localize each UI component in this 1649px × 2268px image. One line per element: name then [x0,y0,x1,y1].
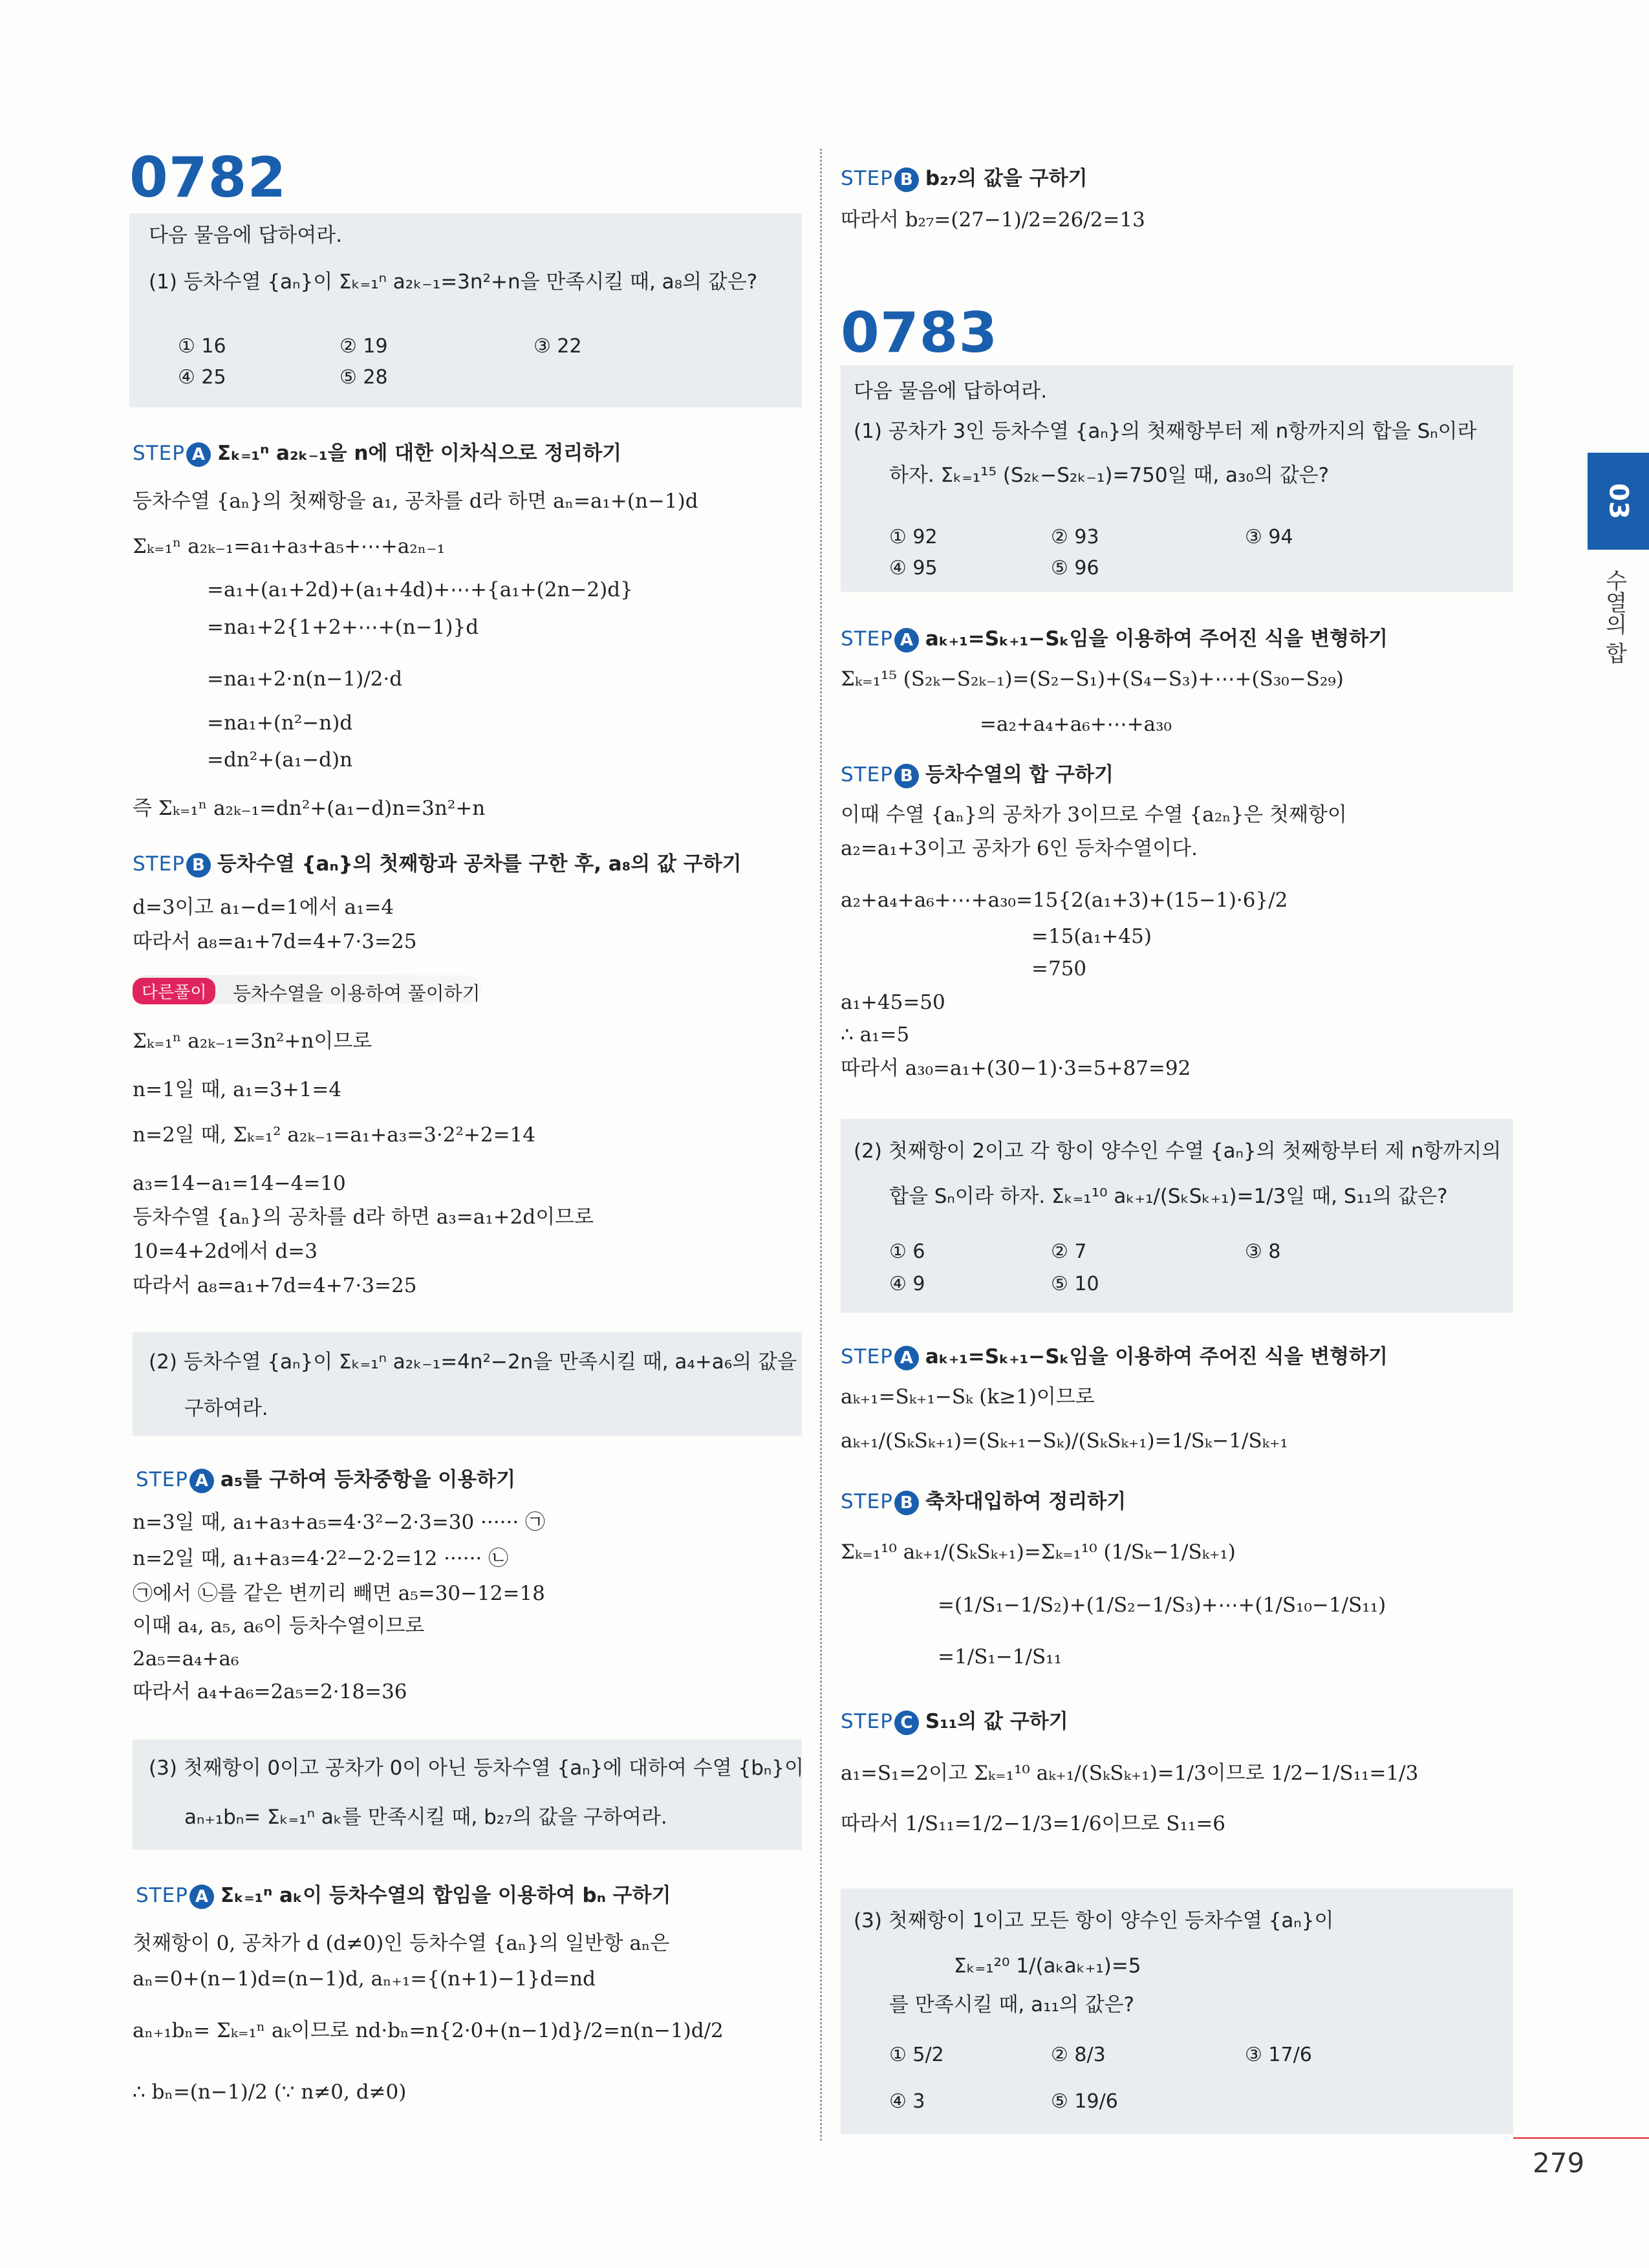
solution-line: =(1/S₁−1/S₂)+(1/S₂−1/S₃)+⋯+(1/S₁₀−1/S₁₁) [938,1593,1386,1617]
column-divider [820,149,822,2141]
solution-line: aₙ=0+(n−1)d=(n−1)d, aₙ₊₁={(n+1)−1}d=nd [133,1967,596,1991]
solution-line: n=3일 때, a₁+a₃+a₅=4·3²−2·3=30 ······ ㉠ [133,1511,546,1534]
alt-solution-badge: 다른풀이 [133,978,215,1004]
solution-line: 이때 a₄, a₅, a₆이 등차수열이므로 [133,1614,425,1637]
solution-line: n=2일 때, a₁+a₃=4·2²−2·2=12 ······ ㉡ [133,1547,509,1570]
solution-line: 따라서 a₈=a₁+7d=4+7·3=25 [133,1274,417,1297]
step-heading: STEP A a₅를 구하여 등차중항을 이용하기 [136,1463,515,1493]
step-heading: STEP A aₖ₊₁=Sₖ₊₁−Sₖ임을 이용하여 주어진 식을 변형하기 [841,1340,1388,1370]
alt-solution-title: 등차수열을 이용하여 풀이하기 [233,982,480,1004]
choice-4: ④ 3 [889,2090,925,2113]
choice-4: ④ 95 [889,557,938,579]
solution-line: ∴ bₙ=(n−1)/2 (∵ n≠0, d≠0) [133,2080,407,2104]
question-text: aₙ₊₁bₙ= Σₖ₌₁ⁿ aₖ를 만족시킬 때, b₂₇의 값을 구하여라. [184,1806,667,1829]
solution-line: =na₁+(n²−n)d [207,711,353,735]
solution-line: =na₁+2·n(n−1)/2·d [207,667,403,691]
question-text: (3) 첫째항이 0이고 공차가 0이 아닌 등차수열 {aₙ}에 대하여 수열 {bₙ}이 [149,1756,804,1780]
step-heading: STEP B b₂₇의 값을 구하기 [841,162,1088,192]
question-box-2 [133,1332,802,1436]
question-box-1 [129,213,802,407]
step-heading: STEP A aₖ₊₁=Sₖ₊₁−Sₖ임을 이용하여 주어진 식을 변형하기 [841,622,1388,653]
solution-line: a₂+a₄+a₆+⋯+a₃₀=15{2(a₁+3)+(15−1)·6}/2 [841,889,1288,912]
question-box-2 [841,1119,1513,1313]
question-text: 구하여라. [184,1397,268,1420]
choice-1: ① 6 [889,1240,925,1263]
question-text: (2) 첫째항이 2이고 각 항이 양수인 수열 {aₙ}의 첫째항부터 제 n항까지의 [854,1139,1502,1163]
choice-5: ⑤ 28 [339,366,388,389]
question-text: 를 만족시킬 때, a₁₁의 값은? [889,1993,1135,2016]
problem-number: 0783 [841,301,998,365]
step-heading: STEP B 축차대입하여 정리하기 [841,1485,1126,1515]
question-text: (2) 등차수열 {aₙ}이 Σₖ₌₁ⁿ a₂ₖ₋₁=4n²−2n을 만족시킬 때, a₄+a₆의 값을 [149,1350,797,1374]
solution-line: n=2일 때, Σₖ₌₁² a₂ₖ₋₁=a₁+a₃=3·2²+2=14 [133,1123,536,1147]
step-heading: STEP B 등차수열 {aₙ}의 첫째항과 공차를 구한 후, a₈의 값 구하기 [133,847,742,878]
solution-line: Σₖ₌₁ⁿ a₂ₖ₋₁=a₁+a₃+a₅+⋯+a₂ₙ₋₁ [133,535,445,558]
question-text: 합을 Sₙ이라 하자. Σₖ₌₁¹⁰ aₖ₊₁/(SₖSₖ₊₁)=1/3일 때, S₁₁의 값은? [889,1185,1448,1208]
solution-line: d=3이고 a₁−d=1에서 a₁=4 [133,896,394,919]
question-text: (1) 공차가 3인 등차수열 {aₙ}의 첫째항부터 제 n항까지의 합을 Sₙ이라 [854,420,1477,443]
solution-line: ㉠에서 ㉡를 같은 변끼리 빼면 a₅=30−12=18 [133,1582,545,1605]
chapter-tab [1588,453,1649,550]
solution-line: =750 [1031,957,1087,980]
solution-line: Σₖ₌₁¹⁰ aₖ₊₁/(SₖSₖ₊₁)=Σₖ₌₁¹⁰ (1/Sₖ−1/Sₖ₊₁) [841,1540,1236,1564]
solution-line: ∴ a₁=5 [841,1023,910,1046]
choice-2: ② 7 [1051,1240,1087,1263]
solution-line: 따라서 1/S₁₁=1/2−1/3=1/6이므로 S₁₁=6 [841,1812,1226,1835]
step-heading: STEP A Σₖ₌₁ⁿ aₖ이 등차수열의 합임을 이용하여 bₙ 구하기 [136,1879,671,1909]
choice-4: ④ 25 [178,366,226,389]
question-box-3 [841,1888,1513,2134]
choice-1: ① 5/2 [889,2044,944,2066]
solution-line: 따라서 a₃₀=a₁+(30−1)·3=5+87=92 [841,1057,1191,1080]
choice-2: ② 8/3 [1051,2044,1106,2066]
solution-line: 따라서 a₄+a₆=2a₅=2·18=36 [133,1680,407,1703]
question-intro: 다음 물음에 답하여라. [854,380,1048,403]
solution-line: aₙ₊₁bₙ= Σₖ₌₁ⁿ aₖ이므로 nd·bₙ=n{2·0+(n−1)d}/2=n(n−1)d/2 [133,2019,724,2042]
solution-line: =na₁+2{1+2+⋯+(n−1)}d [207,616,479,639]
choice-4: ④ 9 [889,1273,925,1295]
step-heading: STEP A Σₖ₌₁ⁿ a₂ₖ₋₁을 n에 대한 이차식으로 정리하기 [133,437,621,467]
solution-line: 2a₅=a₄+a₆ [133,1647,239,1670]
question-box-1 [841,365,1513,592]
solution-line: a₂=a₁+3이고 공차가 6인 등차수열이다. [841,837,1198,860]
solution-line: 이때 수열 {aₙ}의 공차가 3이므로 수열 {a₂ₙ}은 첫째항이 [841,803,1347,826]
solution-line: 등차수열 {aₙ}의 첫째항을 a₁, 공차를 d라 하면 aₙ=a₁+(n−1)d [133,490,698,513]
page-rule [1513,2137,1649,2139]
step-heading: STEP C S₁₁의 값 구하기 [841,1705,1068,1735]
choice-3: ③ 22 [534,335,582,358]
solution-line: a₃=14−a₁=14−4=10 [133,1172,346,1195]
solution-line: 즉 Σₖ₌₁ⁿ a₂ₖ₋₁=dn²+(a₁−d)n=3n²+n [133,797,486,820]
solution-line: 등차수열 {aₙ}의 공차를 d라 하면 a₃=a₁+2d이므로 [133,1205,594,1229]
choice-2: ② 93 [1051,526,1099,548]
choice-3: ③ 94 [1245,526,1293,548]
solution-line: 따라서 b₂₇=(27−1)/2=26/2=13 [841,208,1145,232]
choice-2: ② 19 [339,335,388,358]
page-number: 279 [1533,2147,1585,2179]
question-text: Σₖ₌₁²⁰ 1/(aₖaₖ₊₁)=5 [954,1954,1141,1978]
solution-line: 따라서 a₈=a₁+7d=4+7·3=25 [133,930,417,953]
solution-line: aₖ₊₁=Sₖ₊₁−Sₖ (k≥1)이므로 [841,1385,1095,1409]
choice-3: ③ 17/6 [1245,2044,1312,2066]
solution-line: 10=4+2d에서 d=3 [133,1240,318,1263]
solution-line: a₁+45=50 [841,991,945,1014]
question-text: (3) 첫째항이 1이고 모든 항이 양수인 등차수열 {aₙ}이 [854,1909,1334,1932]
solution-line: a₁=S₁=2이고 Σₖ₌₁¹⁰ aₖ₊₁/(SₖSₖ₊₁)=1/3이므로 1/2−1/S₁₁=1/3 [841,1762,1419,1785]
solution-line: =a₂+a₄+a₆+⋯+a₃₀ [980,713,1172,736]
solution-line: Σₖ₌₁ⁿ a₂ₖ₋₁=3n²+n이므로 [133,1030,372,1053]
solution-line: =dn²+(a₁−d)n [207,748,353,772]
chapter-label: 수열의 합 [1601,569,1627,664]
choice-5: ⑤ 19/6 [1051,2090,1118,2113]
solution-line: 첫째항이 0, 공차가 d (d≠0)인 등차수열 {aₙ}의 일반항 aₙ은 [133,1932,670,1955]
solution-line: =1/S₁−1/S₁₁ [938,1645,1062,1669]
chapter-number: 03 [1603,483,1633,519]
solution-line: n=1일 때, a₁=3+1=4 [133,1078,342,1101]
choice-5: ⑤ 10 [1051,1273,1099,1295]
question-text: (1) 등차수열 {aₙ}이 Σₖ₌₁ⁿ a₂ₖ₋₁=3n²+n을 만족시킬 때, a₈의 값은? [149,270,758,294]
solution-line: =a₁+(a₁+2d)+(a₁+4d)+⋯+{a₁+(2n−2)d} [207,578,633,601]
choice-1: ① 92 [889,526,938,548]
question-box-3 [133,1740,802,1850]
problem-number: 0782 [129,146,287,210]
step-heading: STEP B 등차수열의 합 구하기 [841,758,1114,788]
question-text: 하자. Σₖ₌₁¹⁵ (S₂ₖ−S₂ₖ₋₁)=750일 때, a₃₀의 값은? [889,464,1330,487]
solution-line: aₖ₊₁/(SₖSₖ₊₁)=(Sₖ₊₁−Sₖ)/(SₖSₖ₊₁)=1/Sₖ−1/Sₖ₊₁ [841,1429,1288,1453]
choice-5: ⑤ 96 [1051,557,1099,579]
question-intro: 다음 물음에 답하여라. [149,224,343,247]
solution-line: =15(a₁+45) [1031,925,1152,948]
choice-3: ③ 8 [1245,1240,1281,1263]
choice-1: ① 16 [178,335,226,358]
solution-line: Σₖ₌₁¹⁵ (S₂ₖ−S₂ₖ₋₁)=(S₂−S₁)+(S₄−S₃)+⋯+(S₃₀−S₂₉) [841,667,1344,691]
